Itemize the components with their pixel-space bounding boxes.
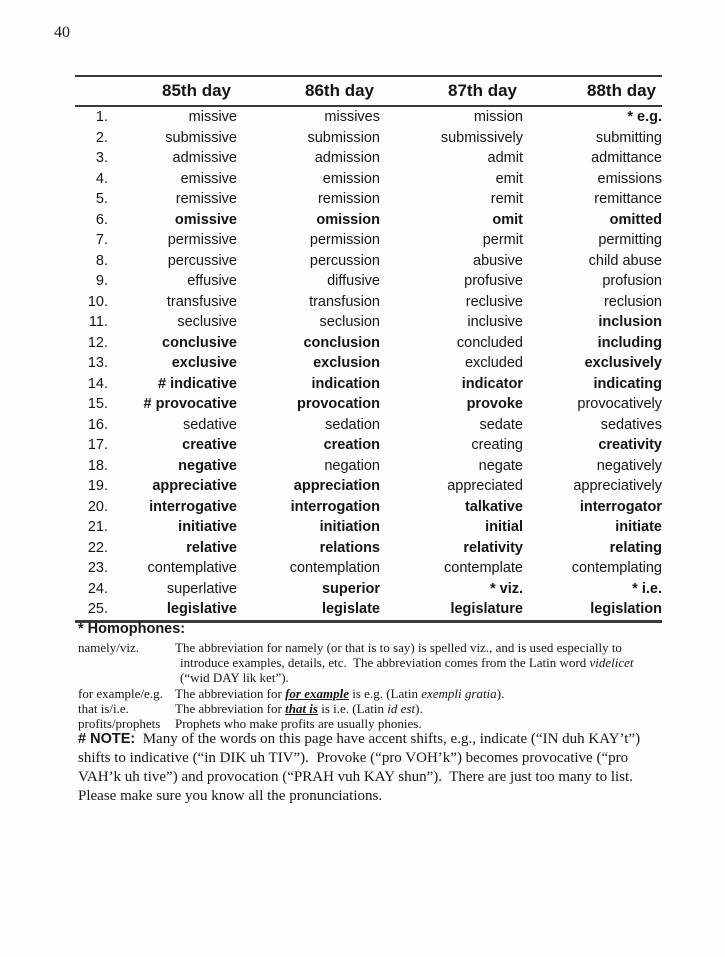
word-cell: missive <box>188 109 237 125</box>
homophone-term: profits/prophets <box>78 716 161 732</box>
word-cell: seclusion <box>319 314 380 330</box>
row-number: 22. <box>87 539 108 556</box>
word-cell: profusive <box>464 273 523 289</box>
table-row <box>75 251 662 272</box>
word-cell: creation <box>323 437 380 453</box>
word-cell: abusive <box>473 252 523 269</box>
homophone-entry <box>78 701 662 716</box>
table-row <box>75 476 662 497</box>
word-cell: legislate <box>321 601 380 617</box>
row-number: 20. <box>87 498 108 515</box>
word-cell: submissive <box>165 129 237 146</box>
word-cell: remissive <box>175 191 237 207</box>
word-cell: interrogator <box>579 498 662 515</box>
row-number: 16. <box>87 416 108 433</box>
word-cell: appreciated <box>447 478 523 494</box>
table-row <box>75 148 662 169</box>
word-cell: emit <box>495 170 523 187</box>
row-number: 11. <box>88 314 108 330</box>
word-cell: exclusive <box>171 355 237 371</box>
word-cell: provocation <box>297 396 380 412</box>
word-cell: legislation <box>590 601 662 617</box>
note-paragraph <box>78 730 658 806</box>
word-cell: relativity <box>463 539 523 556</box>
table-row <box>75 312 662 333</box>
homophone-definition <box>175 640 662 686</box>
table-row <box>75 538 662 559</box>
word-cell: contemplate <box>444 560 523 576</box>
table-row <box>75 128 662 149</box>
homophone-term: namely/viz. <box>78 640 140 655</box>
table-row <box>75 579 662 600</box>
definition-segment: (“wid DAY lik ket”). <box>180 655 637 686</box>
table-row <box>75 497 662 518</box>
word-cell: admissive <box>172 150 237 166</box>
table-row <box>75 106 662 128</box>
word-cell: emission <box>322 170 380 187</box>
row-number: 18. <box>87 457 108 474</box>
table-row <box>75 517 662 538</box>
row-number: 25. <box>87 601 108 617</box>
table-row <box>75 333 662 354</box>
row-number: 21. <box>87 519 108 535</box>
table-row <box>75 558 662 579</box>
row-number: 4. <box>95 170 108 187</box>
word-cell: relative <box>186 539 237 556</box>
definition-segment: is i.e. (Latin <box>317 700 388 716</box>
word-cell: sedate <box>479 416 523 433</box>
note-body: Many of the words on this page have accent shifts, e.g., indicate (“IN duh KAY’t”) shifts to indicative (“in DIK uh TIV”). Provoke (“pro VOH’k”) becomes provocative (“pro VAH’k uh tive”) and provocation (“PRAH vuh KAY shun”). There are just too many to list. Please make sure you know all the pronunciations. <box>78 731 644 804</box>
row-number: 13. <box>87 355 108 371</box>
word-cell: submitting <box>595 129 662 146</box>
word-cell: interrogative <box>149 498 237 515</box>
definition-segment: The abbreviation for namely (or that is to say) is spelled viz., and is used especially to introduce examples, details, etc. The abbreviation comes from the Latin word <box>175 640 626 671</box>
word-cell: emissive <box>180 170 237 187</box>
word-cell: reclusive <box>465 293 523 310</box>
table-row <box>75 599 662 621</box>
definition-segment: videlicet <box>589 655 634 671</box>
homophone-definition <box>175 686 662 701</box>
word-cell: initiate <box>615 519 662 535</box>
homophone-entry <box>78 716 662 731</box>
word-cell: indication <box>311 375 380 392</box>
table-row <box>75 210 662 231</box>
word-cell: omission <box>316 211 380 228</box>
column-header-85th-day: 85th day <box>162 81 231 100</box>
word-cell: admit <box>487 150 523 166</box>
table-header-row <box>75 76 662 106</box>
word-cell: provoke <box>466 396 523 412</box>
word-cell: percussion <box>309 252 380 269</box>
word-cell: negative <box>178 457 237 474</box>
word-cell: permit <box>482 232 523 248</box>
word-cell: creativity <box>598 437 662 453</box>
homophone-entry <box>78 640 662 686</box>
note-label: # NOTE: <box>78 731 136 747</box>
word-cell: conclusion <box>303 334 380 351</box>
table-row <box>75 230 662 251</box>
word-cell: contemplating <box>571 560 662 576</box>
table-row <box>75 456 662 477</box>
word-cell: initiative <box>178 519 237 535</box>
word-cell: legislative <box>166 601 237 617</box>
word-cell: # indicative <box>158 375 237 392</box>
definition-segment: Prophets who make profits are usually phonies. <box>175 716 422 732</box>
row-number: 2. <box>95 129 108 146</box>
row-number-header <box>75 76 108 106</box>
word-cell: * viz. <box>489 580 523 597</box>
table-row <box>75 169 662 190</box>
word-cell: effusive <box>187 273 237 289</box>
homophone-entry <box>78 686 662 701</box>
word-cell: appreciatively <box>573 478 662 494</box>
homophone-term: for example/e.g. <box>78 685 163 701</box>
word-cell: submissively <box>440 129 523 146</box>
word-cell: transfusive <box>166 293 237 310</box>
word-cell: sedatives <box>600 416 662 433</box>
definition-segment: for example <box>285 685 349 701</box>
homophone-term: that is/i.e. <box>78 700 129 716</box>
word-table-body <box>75 106 662 621</box>
row-number: 15. <box>87 396 108 412</box>
definition-segment: ). <box>415 700 423 716</box>
page-number: 40 <box>54 24 70 41</box>
word-cell: emissions <box>597 170 662 187</box>
definition-segment: exempli gratia <box>421 685 497 701</box>
word-cell: appreciation <box>293 478 380 494</box>
word-cell: profusion <box>602 273 662 289</box>
word-cell: transfusion <box>309 293 380 310</box>
word-cell: negation <box>324 457 380 474</box>
word-cell: negate <box>478 457 523 474</box>
word-cell: remission <box>317 191 380 207</box>
word-cell: exclusion <box>313 355 380 371</box>
definition-segment: that is <box>285 700 318 716</box>
word-cell: relations <box>319 539 380 556</box>
row-number: 17. <box>87 437 108 453</box>
word-cell: remit <box>490 191 523 207</box>
definition-segment: ). <box>496 685 505 701</box>
definition-segment: id est <box>387 700 416 716</box>
row-number: 23. <box>87 560 108 576</box>
row-number: 7. <box>95 232 108 248</box>
word-cell: omissive <box>174 211 237 228</box>
word-cell: contemplation <box>289 560 380 576</box>
definition-segment: is e.g. (Latin <box>349 685 422 701</box>
word-cell: initiation <box>319 519 380 535</box>
word-cell: provocatively <box>577 396 662 412</box>
word-cell: submission <box>307 129 380 146</box>
word-cell: creative <box>182 437 237 453</box>
word-cell: creating <box>471 437 523 453</box>
word-cell: missives <box>324 109 380 125</box>
homophone-entries <box>78 640 662 731</box>
word-cell: child abuse <box>588 252 662 269</box>
table-row <box>75 374 662 395</box>
row-number: 8. <box>95 252 108 269</box>
word-cell: inclusive <box>467 314 523 330</box>
word-cell: including <box>597 334 662 351</box>
row-number: 24. <box>87 580 108 597</box>
word-cell: interrogation <box>290 498 380 515</box>
word-cell: initial <box>485 519 523 535</box>
word-cell: talkative <box>464 498 523 515</box>
row-number: 1. <box>95 109 108 125</box>
word-cell: * i.e. <box>632 580 662 597</box>
word-cell: superior <box>321 580 380 597</box>
word-table <box>75 75 662 623</box>
header-row <box>75 76 662 106</box>
column-header-88th-day: 88th day <box>587 81 656 100</box>
word-cell: indicator <box>461 375 523 392</box>
word-cell: remittance <box>594 191 662 207</box>
word-cell: negatively <box>596 457 662 474</box>
table-row <box>75 394 662 415</box>
row-number: 9. <box>95 273 108 289</box>
word-cell: diffusive <box>327 273 380 289</box>
word-cell: relating <box>609 539 662 556</box>
homophone-definition <box>175 716 662 731</box>
word-cell: permission <box>309 232 380 248</box>
word-cell: mission <box>473 109 523 125</box>
table-row <box>75 435 662 456</box>
word-cell: legislature <box>450 601 523 617</box>
homophone-definition <box>175 701 662 716</box>
homophones-section <box>78 621 662 731</box>
row-number: 3. <box>95 150 108 166</box>
column-header-87th-day: 87th day <box>448 81 517 100</box>
table-row <box>75 415 662 436</box>
word-cell: percussive <box>167 252 237 269</box>
table-row <box>75 271 662 292</box>
table-row <box>75 189 662 210</box>
row-number: 19. <box>87 478 108 494</box>
word-cell: reclusion <box>603 293 662 310</box>
word-cell: seclusive <box>177 314 237 330</box>
column-header-86th-day: 86th day <box>305 81 374 100</box>
word-cell: sedative <box>182 416 237 433</box>
table-row <box>75 353 662 374</box>
row-number: 6. <box>95 211 108 228</box>
word-cell: omitted <box>609 211 662 228</box>
row-number: 5. <box>95 191 108 207</box>
table-row <box>75 292 662 313</box>
row-number: 12. <box>87 334 108 351</box>
word-cell: superlative <box>166 580 237 597</box>
word-cell: admission <box>314 150 380 166</box>
word-cell: admittance <box>591 150 662 166</box>
word-cell: * e.g. <box>627 109 662 125</box>
word-cell: permissive <box>167 232 237 248</box>
word-cell: appreciative <box>152 478 237 494</box>
word-cell: concluded <box>456 334 523 351</box>
word-cell: permitting <box>598 232 662 248</box>
word-cell: exclusively <box>584 355 662 371</box>
row-number: 14. <box>87 375 108 392</box>
word-cell: contemplative <box>147 560 237 576</box>
homophones-title: * Homophones: <box>78 621 186 637</box>
word-cell: indicating <box>593 375 662 392</box>
word-cell: conclusive <box>162 334 237 351</box>
word-cell: inclusion <box>598 314 662 330</box>
definition-segment: The abbreviation for <box>175 700 286 716</box>
word-cell: # provocative <box>143 396 237 412</box>
note-section <box>78 730 658 806</box>
word-cell: sedation <box>325 416 380 433</box>
word-cell: omit <box>492 211 523 228</box>
word-cell: excluded <box>464 355 523 371</box>
definition-segment: The abbreviation for <box>175 685 286 701</box>
row-number: 10. <box>87 293 108 310</box>
